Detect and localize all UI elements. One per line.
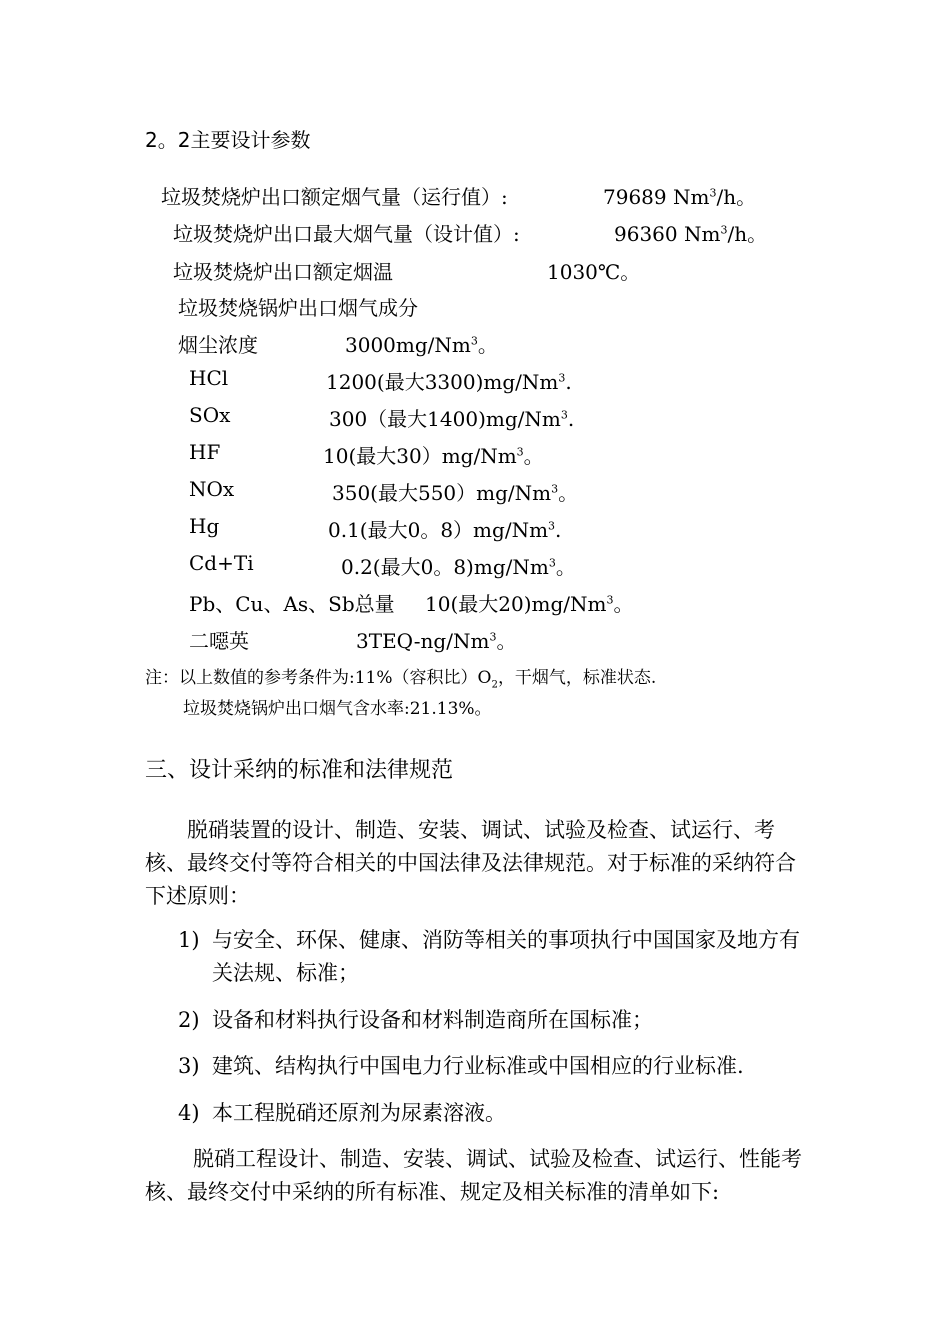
section-heading-2-2: 2。2主要设计参数 xyxy=(145,128,311,152)
composition-value: 1200(最大3300)mg/Nm$^3$. xyxy=(326,370,572,394)
list-item-text: 设备和材料执行设备和材料制造商所在国标准； xyxy=(212,1008,653,1032)
note-reference-conditions: 注：以上数值的参考条件为:11%（容积比）$O_2$，干烟气，标准状态. xyxy=(145,668,657,691)
list-item xyxy=(178,924,818,990)
list-item xyxy=(178,1097,818,1130)
composition-value: 10(最大30）mg/Nm$^3$。 xyxy=(323,444,544,468)
composition-name: 二噁英 xyxy=(189,629,249,653)
list-item-text: 建筑、结构执行中国电力行业标准或中国相应的行业标准. xyxy=(212,1054,744,1078)
composition-name: SOx xyxy=(189,403,231,427)
param-value-rated-temp: 1030℃。 xyxy=(547,260,641,284)
param-label-rated-flow: 垃圾焚烧炉出口额定烟气量（运行值）: xyxy=(161,185,508,209)
list-item-number: 3) xyxy=(178,1054,200,1078)
composition-value: 350(最大550）mg/Nm$^3$。 xyxy=(332,481,579,505)
composition-value: 0.2(最大0。8)mg/Nm$^3$。 xyxy=(341,555,576,579)
intro-paragraph: 脱硝装置的设计、制造、安装、调试、试验及检查、试运行、考核、最终交付等符合相关的中国法律及法律规范。对于标准的采纳符合下述原则： xyxy=(145,818,796,908)
composition-name: Cd+Ti xyxy=(189,551,254,575)
closing-paragraph: 脱硝工程设计、制造、安装、调试、试验及检查、试运行、性能考核、最终交付中采纳的所有标准、规定及相关标准的清单如下: xyxy=(145,1147,802,1204)
composition-value: 3TEQ-ng/Nm$^3$。 xyxy=(356,629,517,653)
list-item-text: 与安全、环保、健康、消防等相关的事项执行中国国家及地方有关法规、标准； xyxy=(212,928,800,985)
composition-name: 烟尘浓度 xyxy=(178,333,258,357)
section-heading-3: 三、设计采纳的标准和法律规范 xyxy=(145,758,454,783)
param-value-rated-flow: 79689 Nm$^3$/h。 xyxy=(603,185,757,209)
param-label-rated-temp: 垃圾焚烧炉出口额定烟温 xyxy=(173,260,393,284)
composition-value: 0.1(最大0。8）mg/Nm$^3$. xyxy=(328,518,562,542)
param-label-max-flow: 垃圾焚烧炉出口最大烟气量（设计值）: xyxy=(173,222,520,246)
composition-value: 3000mg/Nm$^3$。 xyxy=(345,333,498,357)
composition-name: Hg xyxy=(189,514,220,538)
list-item xyxy=(178,1050,818,1083)
composition-name: HF xyxy=(189,440,221,464)
list-item-number: 4) xyxy=(178,1101,200,1125)
composition-name: NOx xyxy=(189,477,235,501)
composition-name: HCl xyxy=(189,366,229,390)
note-moisture-content: 垃圾焚烧锅炉出口烟气含水率:21.13%。 xyxy=(183,699,492,719)
composition-value: 300（最大1400)mg/Nm$^3$. xyxy=(329,407,575,431)
composition-title: 垃圾焚烧锅炉出口烟气成分 xyxy=(178,296,418,320)
list-item-number: 2) xyxy=(178,1008,200,1032)
param-value-max-flow: 96360 Nm$^3$/h。 xyxy=(614,222,768,246)
list-item xyxy=(178,1004,818,1037)
list-item-number: 1) xyxy=(178,928,200,952)
composition-name: Pb、Cu、As、Sb总量 xyxy=(189,592,395,616)
list-item-text: 本工程脱硝还原剂为尿素溶液。 xyxy=(212,1101,506,1125)
composition-value: 10(最大20)mg/Nm$^3$。 xyxy=(425,592,634,616)
